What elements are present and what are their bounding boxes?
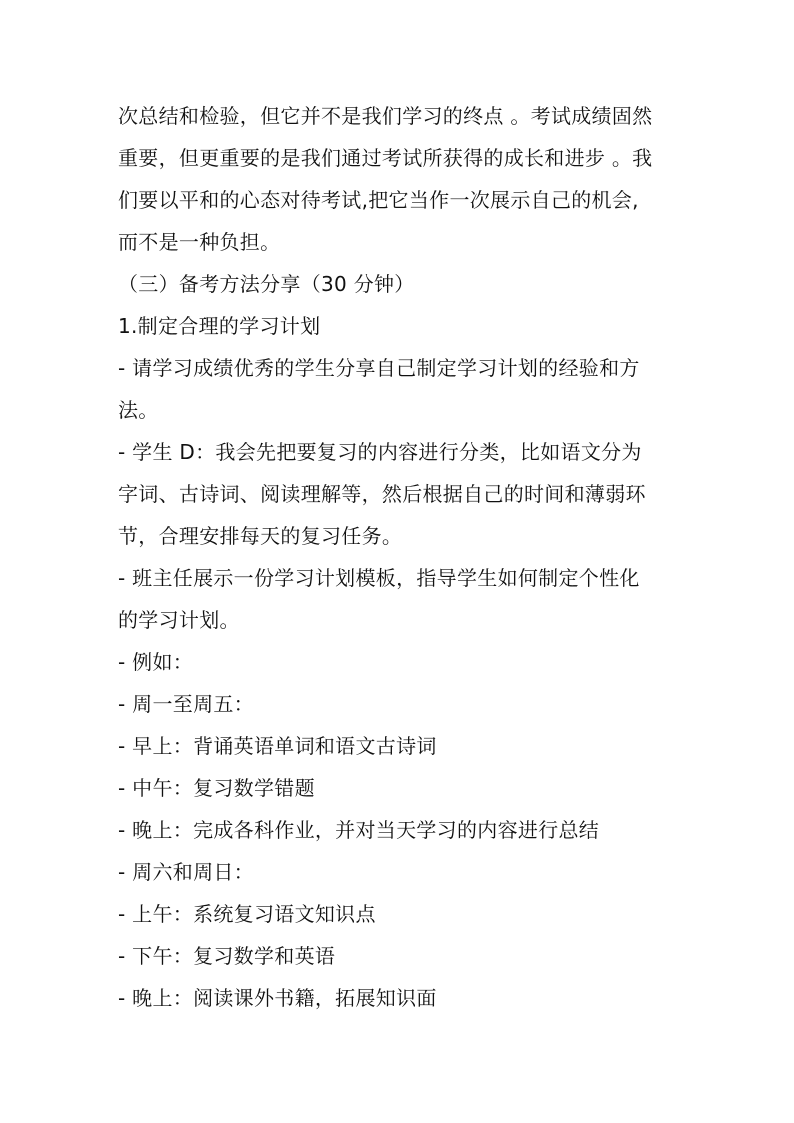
text-line: 们要以平和的心态对待考试,把它当作一次展示自己的机会, xyxy=(118,188,639,212)
list-item: - 例如： xyxy=(118,650,194,674)
text-line: 而不是一种负担。 xyxy=(118,230,281,254)
list-item: - 周六和周日： xyxy=(118,860,254,884)
list-item: - 学生 D：我会先把要复习的内容进行分类，比如语文分为 xyxy=(118,440,642,464)
text-line: 节，合理安排每天的复习任务。 xyxy=(118,524,403,548)
list-item: - 周一至周五： xyxy=(118,692,254,716)
list-item: - 请学习成绩优秀的学生分享自己制定学习计划的经验和方 xyxy=(118,356,640,380)
text-line: 字词、古诗词、阅读理解等，然后根据自己的时间和薄弱环 xyxy=(118,482,646,506)
text-line: 次总结和检验，但它并不是我们学习的终点 。考试成绩固然 xyxy=(118,104,653,128)
list-item: - 班主任展示一份学习计划模板，指导学生如何制定个性化 xyxy=(118,566,640,590)
text-line: 的学习计划。 xyxy=(118,608,240,632)
text-line: 重要，但更重要的是我们通过考试所获得的成长和进步 。我 xyxy=(118,146,653,170)
list-item: - 下午：复习数学和英语 xyxy=(118,944,336,968)
subsection-heading: 1.制定合理的学习计划 xyxy=(118,314,321,338)
list-item: - 中午：复习数学错题 xyxy=(118,776,315,800)
text-line: 法。 xyxy=(118,398,159,422)
list-item: - 晚上：阅读课外书籍，拓展知识面 xyxy=(118,986,437,1010)
list-item: - 上午：系统复习语文知识点 xyxy=(118,902,376,926)
list-item: - 晚上：完成各科作业，并对当天学习的内容进行总结 xyxy=(118,818,600,842)
list-item: - 早上：背诵英语单词和语文古诗词 xyxy=(118,734,437,758)
section-heading: （三）备考方法分享（30 分钟） xyxy=(118,272,415,296)
